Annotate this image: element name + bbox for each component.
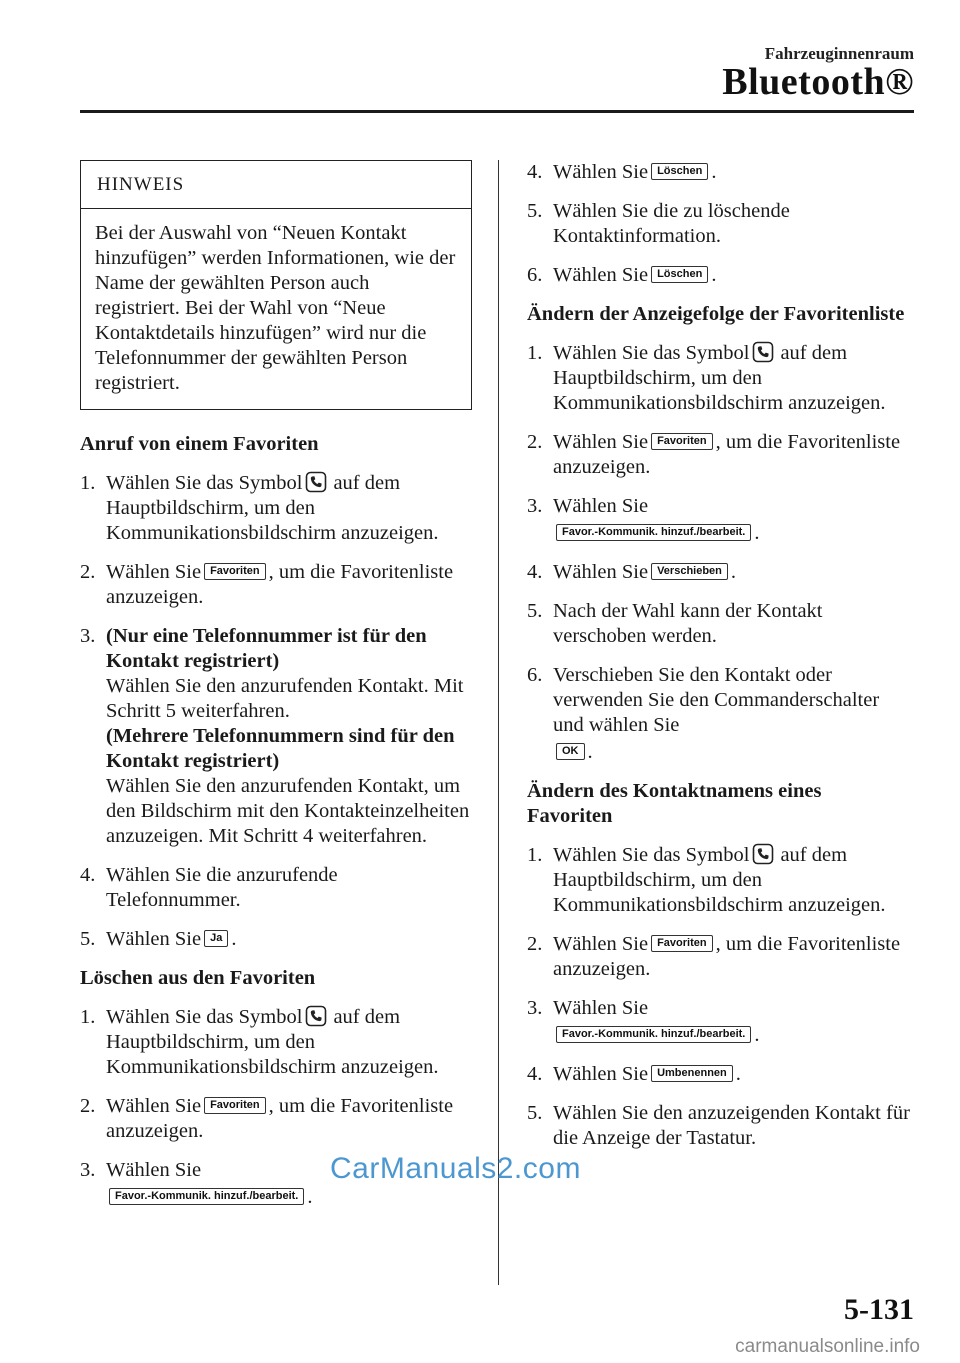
step-text: Wählen Sie xyxy=(553,495,649,517)
step-text: auf dem Hauptbildschirm, um den Kommunikationsbildschirm anzuzeigen. xyxy=(553,844,886,916)
step-item xyxy=(527,494,911,546)
step-text: Wählen Sie xyxy=(553,264,649,286)
step-number: 5. xyxy=(527,1102,543,1124)
step-item xyxy=(527,430,911,480)
phone-icon xyxy=(752,341,774,363)
favoriten-button: Favoriten xyxy=(204,1097,266,1114)
step-text: Nach der Wahl kann der Kontakt verschoben werden. xyxy=(553,600,823,647)
step-text: Wählen Sie das Symbol xyxy=(553,342,750,364)
step-number: 2. xyxy=(80,1095,96,1117)
step-item xyxy=(527,932,911,982)
step-text: Wählen Sie xyxy=(106,928,202,950)
footer-url: carmanualsonline.info xyxy=(735,1336,920,1357)
note-box xyxy=(80,160,472,410)
step-text: , um die Favoritenliste anzuzeigen. xyxy=(553,933,901,980)
umbenennen-button: Umbenennen xyxy=(651,1065,733,1082)
favor-kommunik-button: Favor.-Kommunik. hinzuf./bearbeit. xyxy=(556,1026,751,1043)
step-text: auf dem Hauptbildschirm, um den Kommunikationsbildschirm anzuzeigen. xyxy=(553,342,886,414)
step-number: 2. xyxy=(527,431,543,453)
step-text: Wählen Sie den anzuzeigenden Kontakt für die Anzeige der Tastatur. xyxy=(553,1102,910,1149)
step-text: . xyxy=(730,561,737,583)
step-number: 2. xyxy=(80,561,96,583)
step-number: 3. xyxy=(80,625,96,647)
favoriten-button: Favoriten xyxy=(651,433,713,450)
step-text: . xyxy=(754,1024,760,1046)
step-text: , um die Favoritenliste anzuzeigen. xyxy=(553,431,901,478)
step-number: 4. xyxy=(80,864,96,886)
condition-heading: (Mehrere Telefonnummern sind für den Kontakt registriert) xyxy=(106,725,455,772)
loeschen-button: Löschen xyxy=(651,163,708,180)
left-column xyxy=(80,160,472,1224)
running-header-section: Fahrzeuginnenraum xyxy=(764,44,914,63)
step-text: auf dem Hauptbildschirm, um den Kommunikationsbildschirm anzuzeigen. xyxy=(106,1006,439,1078)
step-text: Wählen Sie xyxy=(553,997,649,1019)
step-text: . xyxy=(735,1063,741,1085)
step-text: , um die Favoritenliste anzuzeigen. xyxy=(106,1095,454,1142)
step-item xyxy=(527,160,911,185)
step-text: . xyxy=(754,522,760,544)
condition-heading: (Nur eine Telefonnummer ist für den Kontakt registriert) xyxy=(106,625,427,672)
step-text: , um die Favoritenliste anzuzeigen. xyxy=(106,561,454,608)
step-number: 4. xyxy=(527,161,543,183)
running-header-title: Bluetooth® xyxy=(722,61,914,103)
step-number: 5. xyxy=(80,928,96,950)
header-rule xyxy=(80,110,914,113)
ja-button: Ja xyxy=(204,930,228,947)
step-item xyxy=(80,560,472,610)
step-item xyxy=(527,843,911,918)
ok-button: OK xyxy=(556,743,585,760)
favoriten-button: Favoriten xyxy=(204,563,266,580)
step-item xyxy=(527,663,911,765)
step-number: 5. xyxy=(527,600,543,622)
column-divider xyxy=(498,160,499,1285)
step-number: 1. xyxy=(527,342,543,364)
step-text: Wählen Sie das Symbol xyxy=(106,472,303,494)
step-text: Wählen Sie xyxy=(553,161,649,183)
step-item xyxy=(527,199,911,249)
step-text: . xyxy=(587,741,593,763)
step-text: . xyxy=(711,161,717,183)
step-number: 5. xyxy=(527,200,543,222)
step-number: 1. xyxy=(80,1006,96,1028)
section-title-kontaktname: Ändern des Kontaktnamens eines Favoriten xyxy=(527,780,822,827)
step-text: Wählen Sie xyxy=(553,933,649,955)
step-text: Wählen Sie xyxy=(553,431,649,453)
loeschen-button: Löschen xyxy=(651,266,708,283)
section-title-loeschen: Löschen aus den Favoriten xyxy=(80,967,316,989)
step-text: Wählen Sie den anzurufenden Kontakt, um den Bildschirm mit den Kontakteinzelheiten anzuzeigen. Mit Schritt 4 weiterfahren. xyxy=(106,775,470,847)
watermark: CarManuals2.com xyxy=(330,1152,581,1185)
step-item xyxy=(527,1062,911,1087)
step-text: auf dem Hauptbildschirm, um den Kommunikationsbildschirm anzuzeigen. xyxy=(106,472,439,544)
section-title-anruf: Anruf von einem Favoriten xyxy=(80,433,319,455)
step-item xyxy=(527,996,911,1048)
favoriten-button: Favoriten xyxy=(651,935,713,952)
phone-icon xyxy=(305,1005,327,1027)
step-number: 2. xyxy=(527,933,543,955)
step-number: 1. xyxy=(527,844,543,866)
step-text: Wählen Sie die anzurufende Telefonnummer. xyxy=(106,864,338,911)
step-item xyxy=(527,1101,911,1151)
step-number: 4. xyxy=(527,1063,543,1085)
right-column xyxy=(527,160,911,1165)
step-item xyxy=(80,624,472,849)
favor-kommunik-button: Favor.-Kommunik. hinzuf./bearbeit. xyxy=(556,524,751,541)
step-number: 3. xyxy=(527,495,543,517)
step-item xyxy=(527,341,911,416)
step-number: 3. xyxy=(80,1159,96,1181)
section-title-anzeigefolge: Ändern der Anzeigefolge der Favoritenliste xyxy=(527,303,905,325)
favor-kommunik-button: Favor.-Kommunik. hinzuf./bearbeit. xyxy=(109,1188,304,1205)
step-text: Wählen Sie das Symbol xyxy=(106,1006,303,1028)
step-number: 4. xyxy=(527,561,543,583)
page-number: 5-131 xyxy=(844,1293,914,1326)
step-number: 3. xyxy=(527,997,543,1019)
step-number: 1. xyxy=(80,472,96,494)
step-item xyxy=(80,1094,472,1144)
step-text: Verschieben Sie den Kontakt oder verwenden Sie den Commanderschalter und wählen Sie xyxy=(553,664,880,736)
step-text: Wählen Sie xyxy=(106,1095,202,1117)
step-text: Wählen Sie xyxy=(553,1063,649,1085)
step-item xyxy=(527,599,911,649)
verschieben-button: Verschieben xyxy=(651,563,728,580)
step-text: Wählen Sie das Symbol xyxy=(553,844,750,866)
step-number: 6. xyxy=(527,664,543,686)
note-heading: HINWEIS xyxy=(81,161,471,209)
step-text: . xyxy=(231,928,237,950)
phone-icon xyxy=(305,471,327,493)
step-number: 6. xyxy=(527,264,543,286)
phone-icon xyxy=(752,843,774,865)
step-item xyxy=(80,471,472,546)
step-item xyxy=(527,263,911,288)
step-item xyxy=(527,560,911,585)
step-text: Wählen Sie die zu löschende Kontaktinformation. xyxy=(553,200,790,247)
step-text: Wählen Sie xyxy=(106,561,202,583)
step-text: Wählen Sie xyxy=(553,561,649,583)
step-text: Wählen Sie den anzurufenden Kontakt. Mit Schritt 5 weiterfahren. xyxy=(106,675,464,722)
step-text: . xyxy=(711,264,717,286)
step-text: Wählen Sie xyxy=(106,1159,202,1181)
step-text: . xyxy=(307,1186,313,1208)
step-item xyxy=(80,927,472,952)
step-item xyxy=(80,1005,472,1080)
note-body: Bei der Auswahl von “Neuen Kontakt hinzufügen” werden Informationen, wie der Name der gewählten Person auch registriert. Bei der Wahl von “Neue Kontaktdetails hinzufügen” wird nur die Telefonnummer der gewählten Person registriert. xyxy=(95,222,456,394)
step-item xyxy=(80,863,472,913)
